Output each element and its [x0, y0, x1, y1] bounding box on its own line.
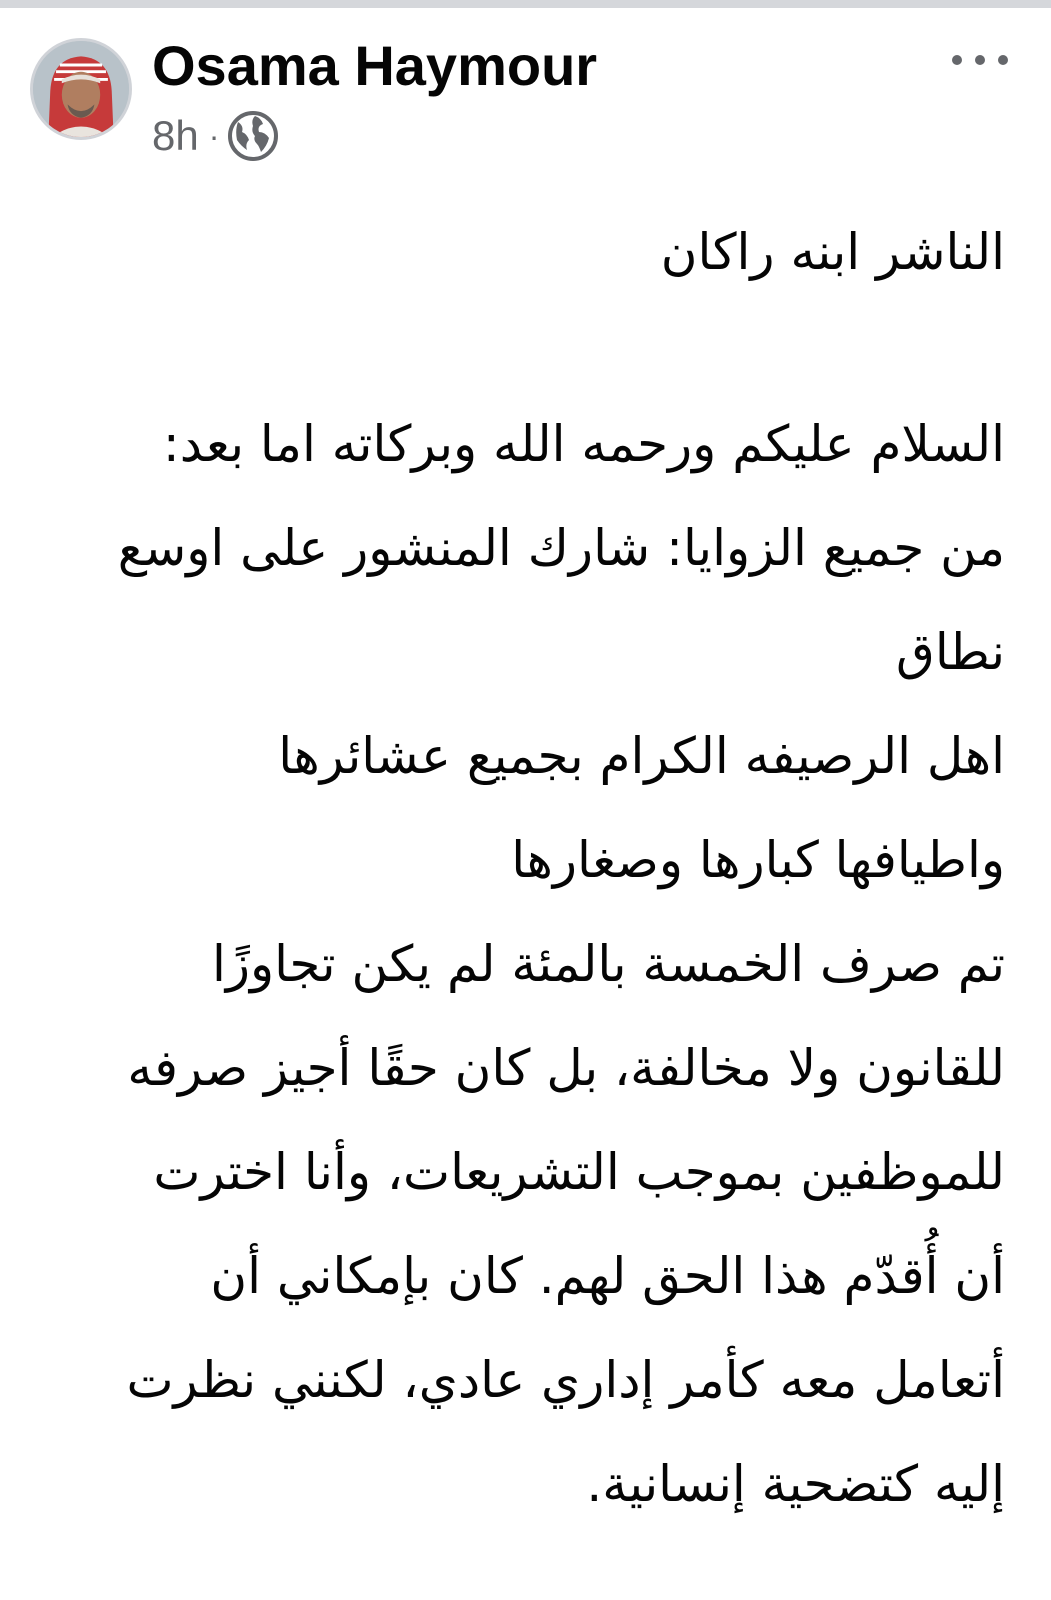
post-line: اهل الرصيفه الكرام بجميع عشائرها: [278, 727, 1005, 785]
post-line: للقانون ولا مخالفة، بل كان حقًا أجيز صرفه: [127, 1039, 1005, 1097]
post-text: [40, 200, 1005, 1536]
post-line: إليه كتضحية إنسانية.: [586, 1455, 1005, 1513]
more-dot: [952, 55, 962, 65]
post-line: الناشر ابنه راكان: [660, 223, 1005, 281]
meta-separator: ·: [208, 118, 220, 154]
post-line: أن أُقدّم هذا الحق لهم. كان بإمكاني أن: [210, 1247, 1005, 1305]
post-line: تم صرف الخمسة بالمئة لم يكن تجاوزًا: [211, 935, 1005, 993]
author-name[interactable]: Osama Haymour: [152, 34, 598, 97]
post-line: أتعامل معه كأمر إداري عادي، لكنني نظرت: [126, 1351, 1005, 1409]
more-options-icon[interactable]: [952, 40, 1008, 80]
post-meta: [152, 108, 279, 164]
post-line: نطاق: [896, 623, 1005, 681]
more-dot: [998, 55, 1008, 65]
post-timestamp[interactable]: 8h: [152, 112, 199, 159]
globe-icon[interactable]: [227, 110, 279, 162]
top-divider: [0, 0, 1051, 8]
post-line: السلام عليكم ورحمه الله وبركاته اما بعد:: [162, 415, 1005, 473]
post-line: واطيافها كبارها وصغارها: [511, 831, 1005, 889]
post-line: للموظفين بموجب التشريعات، وأنا اخترت: [153, 1143, 1005, 1201]
post-line: من جميع الزوايا: شارك المنشور على اوسع: [117, 519, 1005, 577]
author-avatar[interactable]: [30, 38, 132, 140]
more-dot: [975, 55, 985, 65]
avatar-photo: [33, 41, 129, 137]
